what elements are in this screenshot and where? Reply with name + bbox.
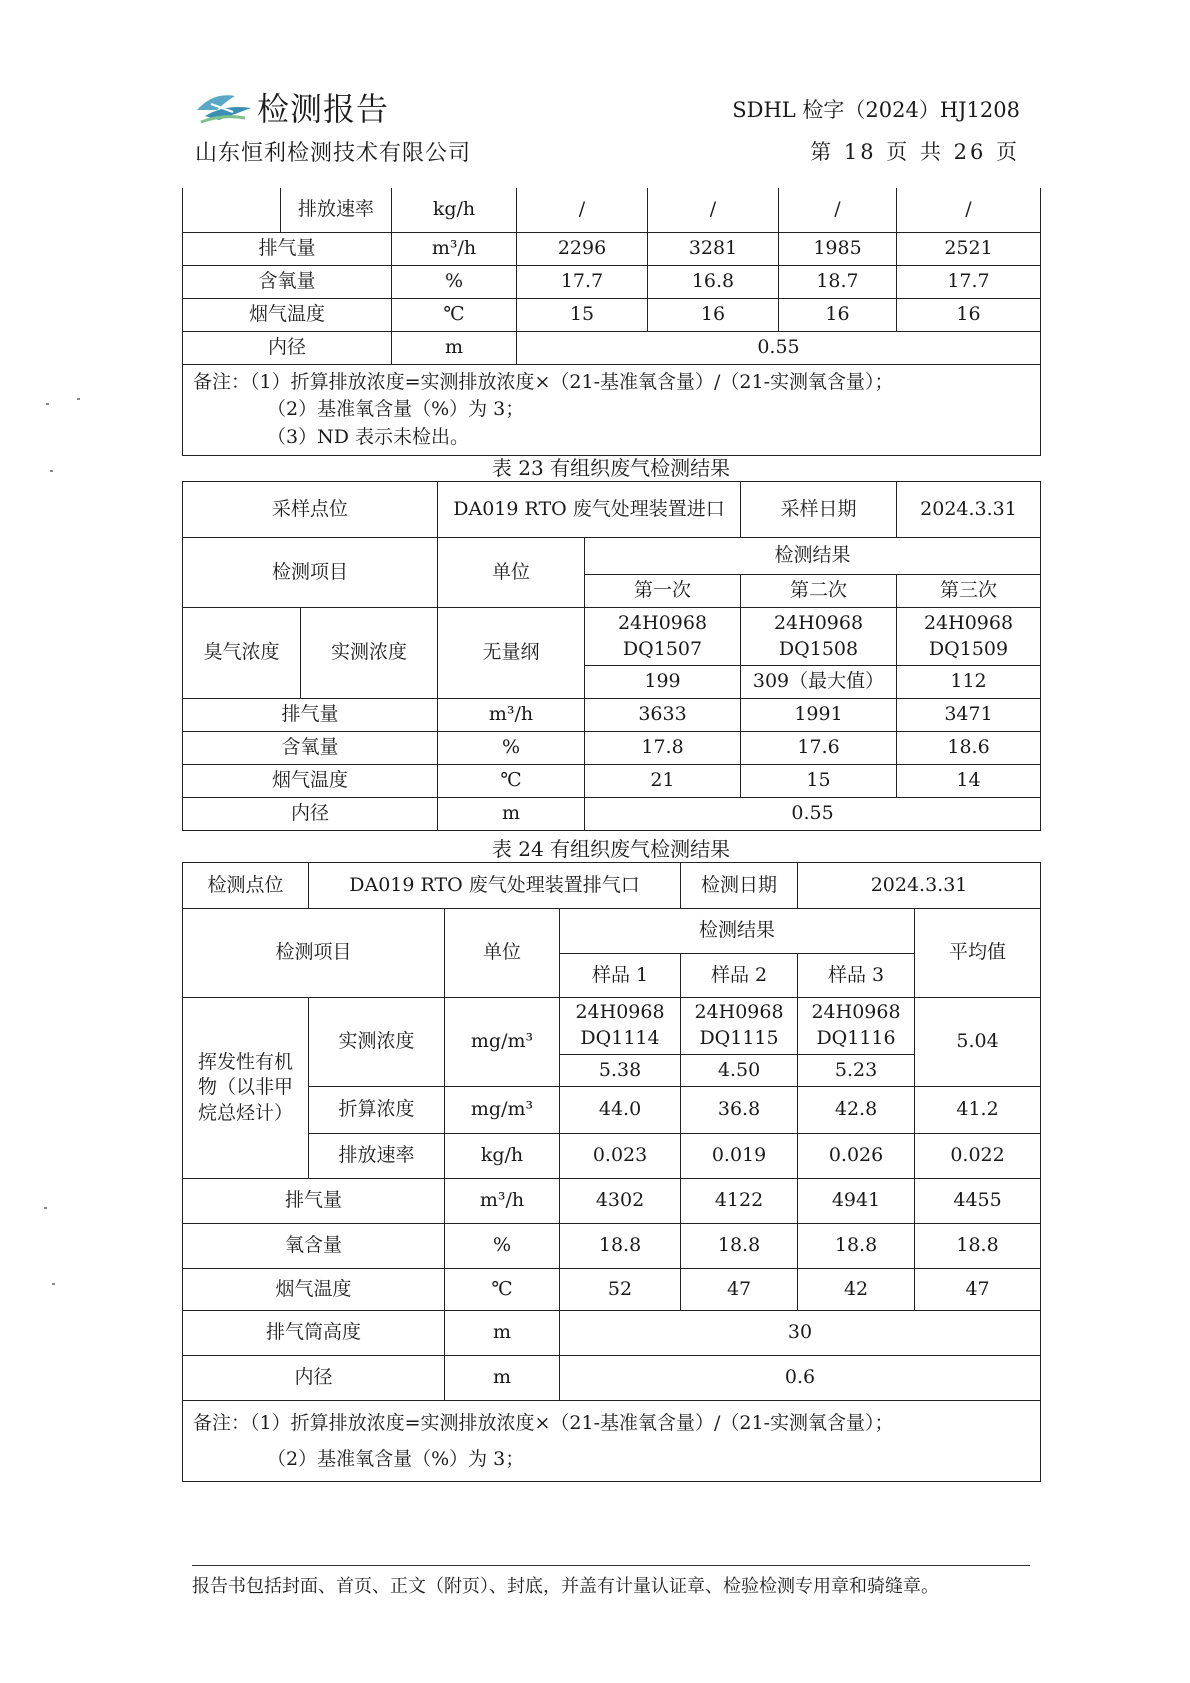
- table-row: 氧含量 % 18.8 18.8 18.8 18.8: [183, 1224, 1041, 1269]
- scan-speck: [50, 470, 53, 472]
- table-row: 内径 m 0.55: [183, 798, 1041, 831]
- company-logo-icon: [195, 88, 253, 126]
- table-row: 排气量 m³/h 2296 3281 1985 2521: [183, 232, 1041, 265]
- table-row: 含氧量 % 17.7 16.8 18.7 17.7: [183, 265, 1041, 298]
- table-row: 第一次 第二次 第三次: [183, 575, 1041, 608]
- table23-caption: 表 23 有组织废气检测结果: [491, 456, 731, 480]
- table-row: 199 309（最大值） 112: [183, 666, 1041, 699]
- report-number: SDHL 检字（2024）HJ1208: [732, 98, 1020, 122]
- table-row: 排放速率 kg/h 0.023 0.019 0.026 0.022: [183, 1134, 1041, 1179]
- table-notes: 备注：（1）折算排放浓度=实测排放浓度×（21-基准氧含量）/（21-实测氧含量）； （2）基准氧含量（%）为 3； （3）ND 表示未检出。: [183, 364, 1041, 456]
- table-row: 臭气浓度 实测浓度 无量纲 24H0968 DQ1507 24H0968 DQ1508 24H0968 DQ1509: [183, 608, 1041, 666]
- table-row: 排气量 m³/h 4302 4122 4941 4455: [183, 1179, 1041, 1224]
- table-row: 折算浓度 mg/m³ 44.0 36.8 42.8 41.2: [183, 1087, 1041, 1134]
- footer-note: 报告书包括封面、首页、正文（附页）、封底，并盖有计量认证章、检验检测专用章和骑缝章。: [192, 1576, 939, 1597]
- table-row: 内径 m 0.6: [183, 1356, 1041, 1401]
- previous-table: [182, 188, 1041, 456]
- table-row: 排气量 m³/h 3633 1991 3471: [183, 699, 1041, 732]
- table-row: 5.38 4.50 5.23: [183, 1055, 1041, 1087]
- table-row: 样品 1 样品 2 样品 3: [183, 954, 1041, 998]
- footer-divider: [192, 1565, 1030, 1566]
- company-name: 山东恒利检测技术有限公司: [195, 141, 472, 166]
- table-row: 排气筒高度 m 30: [183, 1311, 1041, 1356]
- table-row: 挥发性有机物（以非甲烷总烃计） 实测浓度 mg/m³ 24H0968 DQ1114 24H0968 DQ1115 24H0968 DQ1116 5.04: [183, 998, 1041, 1055]
- table-row: 排放速率 kg/h / / / /: [183, 188, 1041, 232]
- table24-caption: 表 24 有组织废气检测结果: [491, 837, 731, 861]
- scan-speck: [44, 1207, 47, 1209]
- scan-speck: [77, 398, 80, 400]
- scan-speck: [46, 403, 49, 405]
- report-title: 检测报告: [257, 90, 390, 128]
- report-header-right: [732, 94, 1020, 178]
- table24: [182, 862, 1041, 1482]
- table-row: 烟气温度 ℃ 15 16 16 16: [183, 298, 1041, 331]
- table23: [182, 481, 1041, 831]
- table-notes: 备注：（1）折算排放浓度=实测排放浓度×（21-基准氧含量）/（21-实测氧含量）； （2）基准氧含量（%）为 3；: [183, 1401, 1041, 1482]
- table-row: 采样点位 DA019 RTO 废气处理装置进口 采样日期 2024.3.31: [183, 482, 1041, 538]
- table-row: 含氧量 % 17.8 17.6 18.6: [183, 732, 1041, 765]
- table-row: 检测项目 单位 检测结果 平均值: [183, 909, 1041, 954]
- table-row: 内径 m 0.55: [183, 331, 1041, 364]
- table-row: 烟气温度 ℃ 21 15 14: [183, 765, 1041, 798]
- report-header-left: [195, 84, 471, 167]
- page-number: 第 18 页 共 26 页: [810, 140, 1020, 164]
- table-row: 烟气温度 ℃ 52 47 42 47: [183, 1269, 1041, 1311]
- scan-speck: [52, 1283, 55, 1285]
- table-row: 检测点位 DA019 RTO 废气处理装置排气口 检测日期 2024.3.31: [183, 863, 1041, 909]
- table-row: 检测项目 单位 检测结果: [183, 538, 1041, 575]
